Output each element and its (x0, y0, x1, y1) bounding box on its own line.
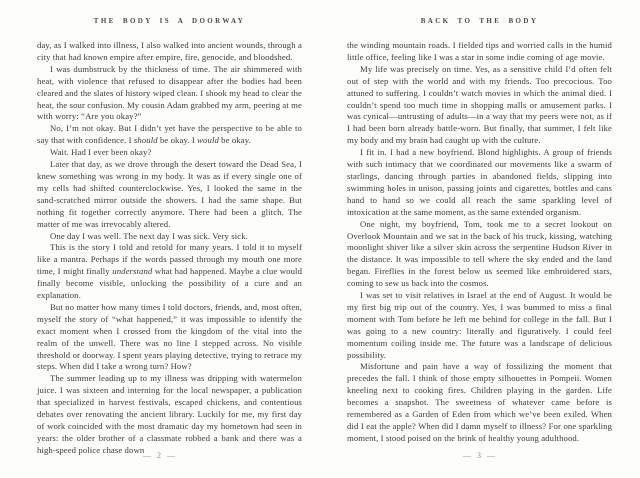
page-body-left (37, 40, 302, 457)
paragraph: One day I was well. The next day I was sick. Very sick. (50, 230, 248, 241)
paragraph: Misfortune and pain have a way of fossilizing the moment that precedes the fall. I think of those empty silhouettes in Pompeii. Women kneeling next to cooking fires. Children playing in the garden. Life becomes a snapshot. The sweetness of whatever came before is remembered as a Garden of Eden from which we’ve been exiled. When did I eat the apple? When did I damn myself to illness? For one sparkling moment, I stood poised on the brink of healthy young adulthood. (347, 361, 612, 443)
running-head-left: THE BODY IS A DOORWAY (93, 17, 246, 25)
paragraph: This is the story I told and retold for many years. I told it to myself like a mantra. Perhaps if the words passed through my mouth one more time, I might finally understand what had happened. Maybe a clue would finally become visible, unlocking the possibility of a cure and an explanation. (37, 242, 303, 301)
page-number-left: — 2 — (143, 451, 177, 460)
page-right (320, 0, 640, 478)
paragraph: Later that day, as we drove through the desert toward the Dead Sea, I knew something was wrong in my body. It was as if every single one of my cells had shifted counterclockwise. Yes, I looked the same in the sand-scratched mirror outside the showers. I had the same shape. But nothing fit together correctly anymore. There had been a glitch. The matter of me was irrevocably altered. (37, 159, 302, 229)
paragraph: One night, my boyfriend, Tom, took me to a secret lookout on Overlook Mountain and we sat in the back of his truck, kissing, watching moonlight shiver like a silver skin across the serpentine Hudson River in the distance. It was impossible to tell where the sky ended and the land began. Fireflies in the forest below us seemed like embroidered stars, coming to sew us back into the cosmos. (347, 218, 612, 289)
paragraph: No, I’m not okay. But I didn’t yet have the perspective to be able to say that with confidence. I should be okay. I would be okay. (37, 123, 302, 146)
page-body-right (347, 40, 612, 445)
paragraph: I was dumbstruck by the thickness of time. The air shimmered with heat, with violence that refused to disappear after the bodies had been cleared and the slates of history wiped clean. I shook my head to clear the heat, the sour confusion. My cousin Adam grabbed my arm, peering at me with worry: “Are you okay?” (37, 63, 302, 122)
paragraph: I was set to visit relatives in Israel at the end of August. It would be my first big trip out of the country. Yes, I was bummed to miss a final moment with Tom before he left me behind for college in the fall. But I was going to a new country: literally and figuratively. I could feel momentum coiling inside me. The future was a landscape of delicious possibility. (347, 290, 612, 360)
paragraph: day, as I walked into illness, I also walked into ancient wounds, through a city that had known empire after empire, fire, genocide, and bloodshed. (37, 40, 302, 62)
paragraph: the winding mountain roads. I fielded tips and worried calls in the humid little office, feeling like I was a star in some indie coming of age movie. (347, 40, 612, 62)
paragraph: My life was precisely on time. Yes, as a sensitive child I’d often felt out of step with the world and with my friends. Too precocious. Too attuned to suffering. I couldn’t watch movies in which the animal died. I couldn’t spend too much time in shopping malls or amusement parks. I was cynical—untrusting of adults—in a way that my peers were not, as if I had been born already battle-worn. But finally, that summer, I felt like my body and my brain had caught up with the culture. (347, 63, 612, 146)
paragraph: The summer leading up to my illness was dripping with watermelon juice. I was sixteen and interning for the local newspaper, a publication that specialized in harvest festivals, escaped chickens, and contentious debates over renovating the ancient library. Luckily for me, my first day of work coincided with the most dramatic day my hometown had seen in years: the older brother of a classmate robbed a bank and there was a high-speed police chase down (37, 373, 302, 455)
paragraph: I fit in. I had a new boyfriend. Blond highlights. A group of friends with such intimacy that we coordinated our movements like a swarm of starlings, dancing through parties in abandoned fields, slipping into swimming holes in unison, passing joints and cigarettes, bottles and cans hand to hand so we could all reach the same sparkling level of intoxication at the same moment, as the same extended organism. (347, 147, 612, 217)
paragraph: But no matter how many times I told doctors, friends, and, most often, myself the story of “what happened,” it was impossible to identify the exact moment when I crossed from the kingdom of the vital into the realm of the unwell. There was no line I stepped across. No visible threshold or doorway. I spent years playing detective, trying to retrace my steps. When did I take a wrong turn? How? (37, 301, 302, 372)
running-head-right: BACK TO THE BODY (420, 17, 539, 25)
page-number-right: — 3 — (463, 451, 497, 460)
paragraph: Wait. Had I ever been okay? (50, 147, 152, 158)
